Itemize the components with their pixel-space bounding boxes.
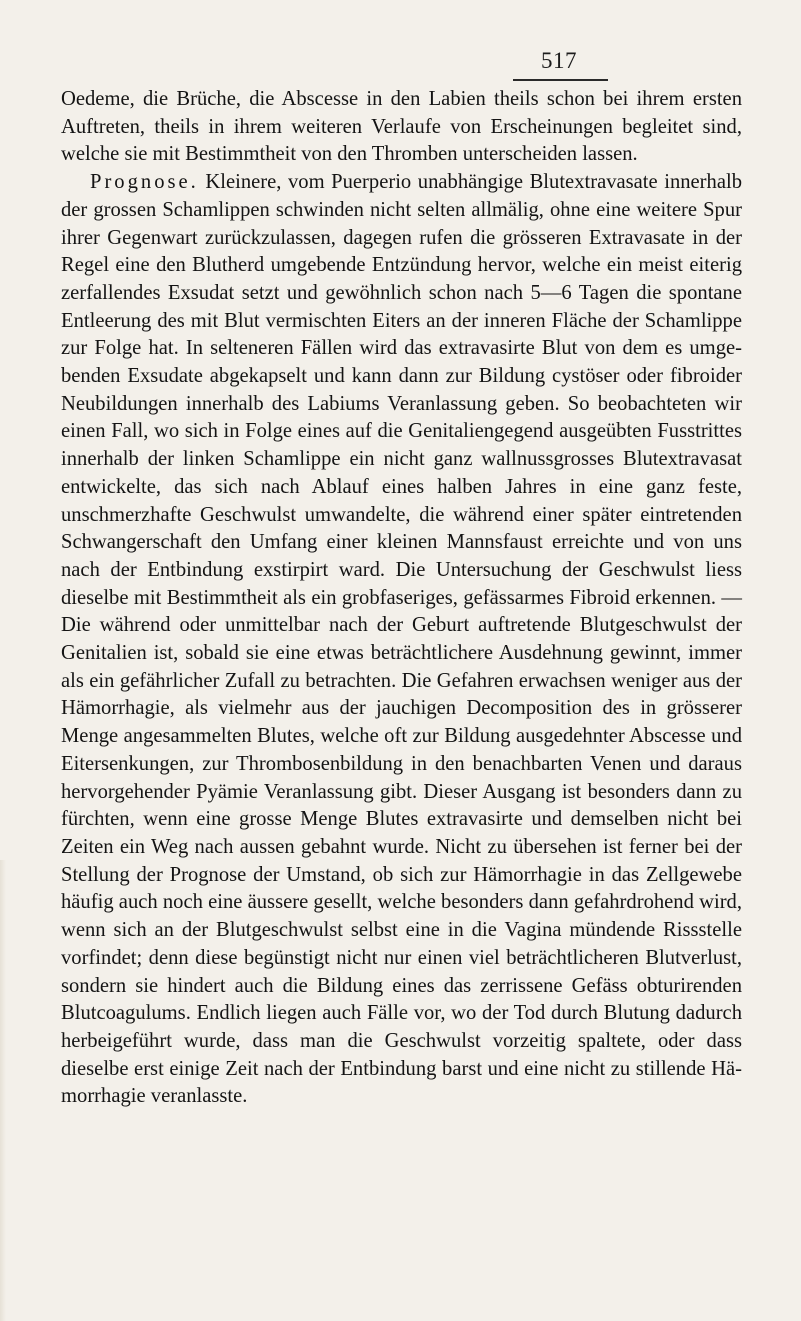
section-heading-prognose: Prognose. [90, 171, 199, 194]
page-number-underline [513, 79, 608, 81]
paragraph-prognosis [61, 169, 742, 1111]
paragraph-1-text: Oedeme, die Brüche, die Abscesse in den Labien theils schon bei ihrem ersten Auftreten, theils in ihrem weiteren Verlaufe von Erscheinungen begleitet sind, welche sie mit Bestimmtheit von den Thromben unterscheiden lassen. [61, 88, 742, 166]
paragraph-continuation [61, 86, 742, 169]
paragraph-2-text: Kleinere, vom Puerperio unabhängige Blutextravasate innerhalb der grossen Schamlippen schwinden nicht selten allmälig, ohne eine weitere Spur ihrer Gegenwart zurückzulassen, dagegen rufen die grösseren Extravasate in der Regel eine den Blutherd umgebende Entzündung hervor, welche ein meist eiterig zerfallendes Exsudat setzt und gewöhnlich schon nach 5—6 Tagen die spontane Entleerung des mit Blut vermischten Eiters an der inneren Fläche der Schamlippe zur Folge hat. In selteneren Fällen wird das extravasirte Blut von dem es umgebenden Exsudate abgekapselt und kann dann zur Bildung cystöser oder fibroider Neubildungen innerhalb des Labiums Veranlassung geben. So beobachteten wir einen Fall, wo sich in Folge eines auf die Genitaliengegend ausgeübten Fusstrittes innerhalb der linken Schamlippe ein nicht ganz wallnussgrosses Blutextravasat entwickelte, das sich nach Ablauf eines halben Jahres in eine ganz feste, unschmerzhafte Geschwulst umwandelte, die während einer später eintretenden Schwangerschaft den Umfang einer kleinen Mannsfaust erreichte und von uns nach der Entbindung exstirpirt ward. Die Untersuchung der Geschwulst liess dieselbe mit Bestimmtheit als ein grobfaseriges, gefässarmes Fibroid erkennen. — Die während oder unmittelbar nach der Geburt auftretende Blutgeschwulst der Genitalien ist, sobald sie eine etwas beträchtlichere Ausdehnung gewinnt, immer als ein gefährlicher Zufall zu betrachten. Die Gefahren erwachsen weniger aus der Hämorrhagie, als vielmehr aus der jauchigen Decomposition des in grösserer Menge angesammelten Blutes, welche oft zur Bildung ausgedehnter Abscesse und Eitersenkungen, zur Thrombosenbildung in den benachbarten Venen und daraus hervorgehender Pyämie Veranlassung gibt. Dieser Ausgang ist besonders dann zu fürchten, wenn eine grosse Menge Blutes extravasirte und demselben nicht bei Zeiten ein Weg nach aussen gebahnt wurde. Nicht zu übersehen ist ferner bei der Stellung der Prognose der Umstand, ob sich zur Hämorrhagie in das Zellgewebe häufig auch noch eine äussere gesellt, welche besonders dann gefahrdrohend wird, wenn sich an der Blutgeschwulst selbst eine in die Vagina mündende Rissstelle vorfindet; denn diese begünstigt nicht nur einen viel beträchtlicheren Blutverlust, sondern sie hindert auch die Bildung eines das zerrissene Gefäss obturirenden Blutcoagulums. Endlich liegen auch Fälle vor, wo der Tod durch Blutung dadurch herbeigeführt wurde, dass man die Geschwulst vorzeitig spaltete, oder dass dieselbe erst einige Zeit nach der Entbindung barst und eine nicht zu stillende Hämorrhagie veranlasste. [61, 171, 742, 1108]
page-number: 517 [541, 48, 577, 73]
body-text [61, 86, 742, 1111]
page-edge-shadow [0, 860, 6, 1321]
